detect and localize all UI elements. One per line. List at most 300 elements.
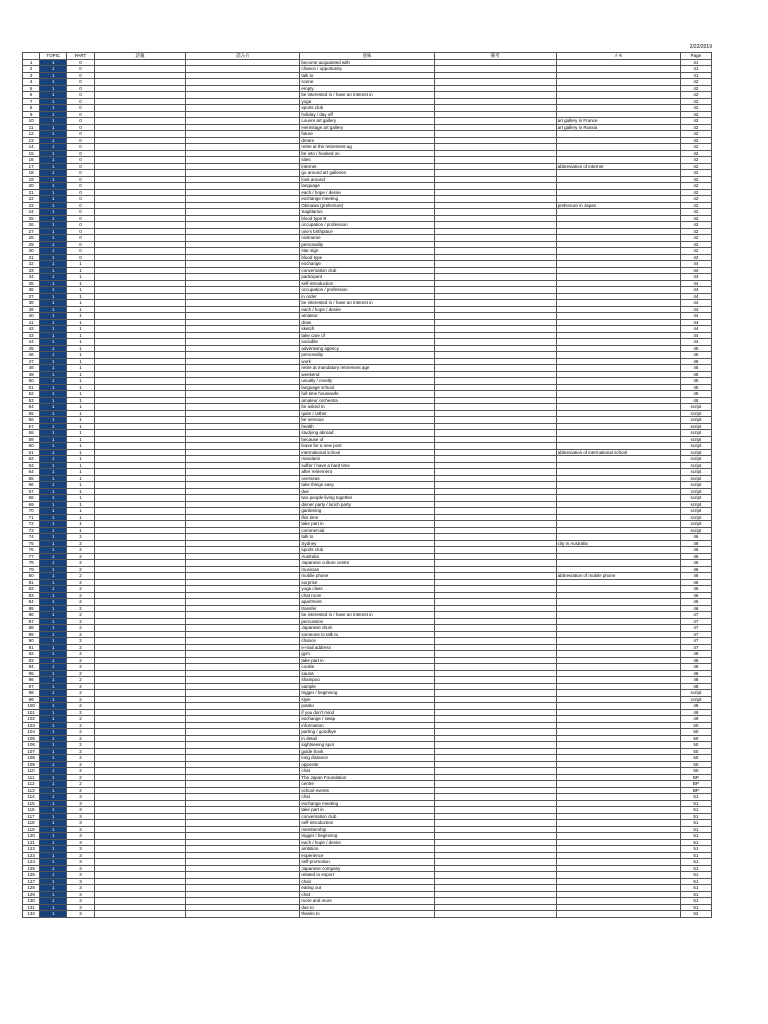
meaning-cell: membership [300, 826, 434, 833]
meaning-cell: exchange / swap [300, 716, 434, 723]
page-cell: 50 [680, 735, 711, 742]
topic-cell: 1 [40, 274, 67, 281]
part-cell: 1 [67, 293, 94, 300]
meaning-cell: each / hope / desire [300, 189, 434, 196]
meaning-cell: trigger / beginning [300, 833, 434, 840]
meaning-cell: chat [300, 794, 434, 801]
table-body [23, 59, 712, 917]
topic-cell: 1 [40, 787, 67, 794]
page-cell: 51 [680, 904, 711, 911]
reading-cell [186, 911, 300, 918]
meaning-cell: chat room [300, 592, 434, 599]
memo-cell: abbreviation of internet [556, 163, 680, 170]
table-row [23, 911, 712, 918]
page-cell: script [680, 456, 711, 463]
part-cell: 3 [67, 878, 94, 885]
page-cell: script [680, 436, 711, 443]
page-cell: 49 [680, 716, 711, 723]
part-cell: 2 [67, 768, 94, 775]
row-number: 43 [23, 332, 40, 339]
part-cell: 2 [67, 651, 94, 658]
topic-cell: 1 [40, 183, 67, 190]
part-cell: 3 [67, 826, 94, 833]
page-cell: 42 [680, 248, 711, 255]
page-cell: 47 [680, 631, 711, 638]
page-cell: 42 [680, 189, 711, 196]
part-cell: 3 [67, 872, 94, 879]
row-number: 68 [23, 495, 40, 502]
col-header-meaning: 意味 [300, 53, 434, 60]
meaning-cell: Louvre art gallery [300, 118, 434, 125]
topic-cell: 1 [40, 722, 67, 729]
part-cell: 0 [67, 163, 94, 170]
row-number: 41 [23, 319, 40, 326]
meaning-cell: sites [300, 157, 434, 164]
meaning-cell: yoga class [300, 586, 434, 593]
part-cell: 1 [67, 462, 94, 469]
page-cell: 46 [680, 573, 711, 580]
page-cell: script [680, 423, 711, 430]
topic-cell: 1 [40, 703, 67, 710]
row-number: 53 [23, 397, 40, 404]
page-cell: 46 [680, 540, 711, 547]
page-cell: 51 [680, 826, 711, 833]
topic-cell: 1 [40, 833, 67, 840]
meaning-cell: if you don't mind [300, 709, 434, 716]
topic-cell: 1 [40, 300, 67, 307]
page-cell: 46 [680, 592, 711, 599]
part-cell: 0 [67, 183, 94, 190]
row-number: 99 [23, 696, 40, 703]
topic-cell: 1 [40, 748, 67, 755]
part-cell: 3 [67, 807, 94, 814]
part-cell: 1 [67, 332, 94, 339]
topic-cell: 1 [40, 475, 67, 482]
part-cell: 1 [67, 482, 94, 489]
row-number: 62 [23, 456, 40, 463]
topic-cell: 1 [40, 508, 67, 515]
topic-cell: 1 [40, 417, 67, 424]
row-number: 77 [23, 553, 40, 560]
page-cell: 47 [680, 625, 711, 632]
part-cell: 0 [67, 66, 94, 73]
row-number: 26 [23, 222, 40, 229]
topic-cell: 1 [40, 423, 67, 430]
row-number: 48 [23, 365, 40, 372]
part-cell: 2 [67, 534, 94, 541]
page-cell: 42 [680, 118, 711, 125]
row-number: 25 [23, 215, 40, 222]
page-cell: 45 [680, 371, 711, 378]
meaning-cell: more and more [300, 898, 434, 905]
row-number: 13 [23, 137, 40, 144]
row-number: 110 [23, 768, 40, 775]
page-cell: 44 [680, 280, 711, 287]
row-number: 113 [23, 787, 40, 794]
part-cell: 0 [67, 228, 94, 235]
part-cell: 0 [67, 98, 94, 105]
col-header-memo: メモ [556, 53, 680, 60]
part-cell: 3 [67, 885, 94, 892]
part-cell: 0 [67, 215, 94, 222]
meaning-cell: opposite [300, 761, 434, 768]
topic-cell: 1 [40, 436, 67, 443]
row-number: 79 [23, 566, 40, 573]
page-cell: 46 [680, 553, 711, 560]
row-number: 7 [23, 98, 40, 105]
page-cell: 51 [680, 885, 711, 892]
col-header-part: PART [67, 53, 94, 60]
row-number: 17 [23, 163, 40, 170]
part-cell: 2 [67, 716, 94, 723]
page-cell: script [680, 417, 711, 424]
topic-cell: 1 [40, 631, 67, 638]
part-cell: 3 [67, 813, 94, 820]
page-cell: 41 [680, 66, 711, 73]
topic-cell: 1 [40, 891, 67, 898]
part-cell: 2 [67, 703, 94, 710]
meaning-cell: because of [300, 436, 434, 443]
topic-cell: 1 [40, 885, 67, 892]
row-number: 103 [23, 722, 40, 729]
topic-cell: 1 [40, 696, 67, 703]
part-cell: 1 [67, 508, 94, 515]
meaning-cell: trigger / beginning [300, 690, 434, 697]
row-number: 22 [23, 196, 40, 203]
meaning-cell: mobile phone [300, 573, 434, 580]
topic-cell: 1 [40, 313, 67, 320]
meaning-cell: mandarin [300, 456, 434, 463]
part-cell: 1 [67, 384, 94, 391]
meaning-cell: centre [300, 781, 434, 788]
topic-cell: 1 [40, 527, 67, 534]
topic-cell: 1 [40, 670, 67, 677]
meaning-cell: sightseeing spot [300, 742, 434, 749]
meaning-cell: parting / goodbye [300, 729, 434, 736]
meaning-cell: sketch [300, 326, 434, 333]
meaning-cell: Sagittarius [300, 209, 434, 216]
row-number: 61 [23, 449, 40, 456]
meaning-cell: become acquainted with [300, 59, 434, 66]
row-number: 93 [23, 657, 40, 664]
row-number: 55 [23, 410, 40, 417]
part-cell: 0 [67, 235, 94, 242]
page-cell: 46 [680, 586, 711, 593]
topic-cell: 1 [40, 280, 67, 287]
page-cell: script [680, 527, 711, 534]
meaning-cell: full-time housewife [300, 391, 434, 398]
meaning-cell: retire at mandatory retirement age [300, 365, 434, 372]
topic-cell: 1 [40, 482, 67, 489]
meaning-cell: this time [300, 514, 434, 521]
meaning-cell: The Japan Foundation [300, 774, 434, 781]
part-cell: 1 [67, 417, 94, 424]
row-number: 86 [23, 612, 40, 619]
row-number: 47 [23, 358, 40, 365]
meaning-cell: holiday / day off [300, 111, 434, 118]
page-cell: 45 [680, 358, 711, 365]
part-cell: 1 [67, 274, 94, 281]
topic-cell: 1 [40, 449, 67, 456]
meaning-cell: each / hope / desire [300, 306, 434, 313]
row-number: 71 [23, 514, 40, 521]
row-number: 112 [23, 781, 40, 788]
row-number: 82 [23, 586, 40, 593]
page-cell: 44 [680, 293, 711, 300]
meaning-cell: Okinawa (prefecture) [300, 202, 434, 209]
meaning-cell: guide book [300, 748, 434, 755]
row-number: 8 [23, 105, 40, 112]
page-cell: 50 [680, 761, 711, 768]
part-cell: 1 [67, 306, 94, 313]
row-number: 80 [23, 573, 40, 580]
part-cell: 2 [67, 677, 94, 684]
meaning-cell: long distance [300, 755, 434, 762]
row-number: 88 [23, 625, 40, 632]
row-number: 18 [23, 170, 40, 177]
page-cell: 42 [680, 85, 711, 92]
meaning-cell: each / hope / desire [300, 839, 434, 846]
page-cell: 48 [680, 677, 711, 684]
meaning-cell: self-introduction [300, 820, 434, 827]
part-cell: 0 [67, 137, 94, 144]
row-number: 9 [23, 111, 40, 118]
topic-cell: 1 [40, 235, 67, 242]
topic-cell: 1 [40, 326, 67, 333]
topic-cell: 1 [40, 911, 67, 918]
row-number: 63 [23, 462, 40, 469]
part-cell: 2 [67, 690, 94, 697]
meaning-cell: take things easy [300, 482, 434, 489]
page-cell: 44 [680, 319, 711, 326]
topic-cell: 1 [40, 651, 67, 658]
part-cell: 1 [67, 345, 94, 352]
page-cell: 48 [680, 670, 711, 677]
page-cell: 51 [680, 878, 711, 885]
page-cell: 50 [680, 755, 711, 762]
page-cell: BP [680, 781, 711, 788]
row-number: 120 [23, 833, 40, 840]
meaning-cell: transfer [300, 605, 434, 612]
row-number: 4 [23, 79, 40, 86]
topic-cell: 1 [40, 534, 67, 541]
topic-cell: 1 [40, 365, 67, 372]
row-number: 96 [23, 677, 40, 684]
row-number: 122 [23, 846, 40, 853]
meaning-cell: chat [300, 768, 434, 775]
page-cell: 48 [680, 651, 711, 658]
page-cell: script [680, 404, 711, 411]
page-cell: 49 [680, 703, 711, 710]
part-cell: 3 [67, 852, 94, 859]
page-cell: script [680, 469, 711, 476]
row-number: 49 [23, 371, 40, 378]
part-cell: 0 [67, 111, 94, 118]
row-number: 40 [23, 313, 40, 320]
meaning-cell: internet [300, 163, 434, 170]
topic-cell: 1 [40, 501, 67, 508]
part-cell: 2 [67, 644, 94, 651]
part-cell: 1 [67, 410, 94, 417]
row-number: 124 [23, 859, 40, 866]
col-header-topic: TOPIC [40, 53, 67, 60]
row-number: 123 [23, 852, 40, 859]
row-number: 51 [23, 384, 40, 391]
part-cell: 2 [67, 592, 94, 599]
row-number: 15 [23, 150, 40, 157]
part-cell: 2 [67, 586, 94, 593]
meaning-cell: style [300, 696, 434, 703]
meaning-cell: overseas [300, 475, 434, 482]
page-cell: 46 [680, 566, 711, 573]
topic-cell: 1 [40, 872, 67, 879]
row-number: 98 [23, 690, 40, 697]
page-cell: 42 [680, 111, 711, 118]
part-cell: 3 [67, 859, 94, 866]
page-cell: 46 [680, 599, 711, 606]
row-number: 42 [23, 326, 40, 333]
part-cell: 1 [67, 391, 94, 398]
meaning-cell: commercial [300, 527, 434, 534]
part-cell: 3 [67, 820, 94, 827]
page-cell: 45 [680, 397, 711, 404]
part-cell: 2 [67, 722, 94, 729]
part-cell: 0 [67, 144, 94, 151]
part-cell: 2 [67, 540, 94, 547]
meaning-cell: Japanese drum [300, 625, 434, 632]
topic-cell: 1 [40, 774, 67, 781]
row-number: 50 [23, 378, 40, 385]
row-number: 30 [23, 248, 40, 255]
row-number: 33 [23, 267, 40, 274]
row-number: 60 [23, 443, 40, 450]
row-number: 125 [23, 865, 40, 872]
page-cell: 50 [680, 729, 711, 736]
row-number: 74 [23, 534, 40, 541]
page-cell: 42 [680, 209, 711, 216]
page-cell: 42 [680, 215, 711, 222]
row-number: 23 [23, 202, 40, 209]
row-number: 106 [23, 742, 40, 749]
page-cell: 42 [680, 170, 711, 177]
topic-cell: 1 [40, 144, 67, 151]
part-cell: 2 [67, 787, 94, 794]
page-cell: script [680, 696, 711, 703]
row-number: 87 [23, 618, 40, 625]
topic-cell: 1 [40, 904, 67, 911]
meaning-cell: experience [300, 852, 434, 859]
part-cell: 1 [67, 469, 94, 476]
page-cell: 41 [680, 72, 711, 79]
meaning-cell: sports club [300, 105, 434, 112]
topic-cell: 1 [40, 644, 67, 651]
topic-cell: 1 [40, 547, 67, 554]
row-number: 114 [23, 794, 40, 801]
topic-cell: 1 [40, 319, 67, 326]
part-cell: 1 [67, 475, 94, 482]
topic-cell: 1 [40, 729, 67, 736]
part-cell: 3 [67, 839, 94, 846]
page-cell: 44 [680, 287, 711, 294]
topic-cell: 1 [40, 157, 67, 164]
page-cell: 42 [680, 183, 711, 190]
meaning-cell: chair [300, 878, 434, 885]
part-cell: 2 [67, 696, 94, 703]
page-cell: 42 [680, 124, 711, 131]
row-number: 128 [23, 885, 40, 892]
part-cell: 0 [67, 59, 94, 66]
topic-cell: 1 [40, 293, 67, 300]
meaning-cell: take care of [300, 332, 434, 339]
page-cell: 42 [680, 79, 711, 86]
topic-cell: 1 [40, 553, 67, 560]
topic-cell: 1 [40, 378, 67, 385]
row-number: 36 [23, 287, 40, 294]
topic-cell: 1 [40, 111, 67, 118]
page-cell: 45 [680, 345, 711, 352]
meaning-cell: future [300, 131, 434, 138]
part-cell: 1 [67, 287, 94, 294]
topic-cell: 1 [40, 625, 67, 632]
topic-cell: 1 [40, 202, 67, 209]
page-cell: 51 [680, 859, 711, 866]
topic-cell: 1 [40, 92, 67, 99]
page-cell: 44 [680, 300, 711, 307]
meaning-cell: international school [300, 449, 434, 456]
topic-cell: 1 [40, 371, 67, 378]
page-cell: 42 [680, 241, 711, 248]
row-number: 29 [23, 241, 40, 248]
meaning-cell: sample [300, 683, 434, 690]
meaning-cell: usually / mostly [300, 378, 434, 385]
page-cell: script [680, 449, 711, 456]
topic-cell: 1 [40, 404, 67, 411]
meaning-cell: leave for a new post [300, 443, 434, 450]
meaning-cell: dream [300, 137, 434, 144]
part-cell: 2 [67, 735, 94, 742]
meaning-cell: participant [300, 274, 434, 281]
row-number: 102 [23, 716, 40, 723]
page-cell: 42 [680, 196, 711, 203]
part-cell: 1 [67, 365, 94, 372]
row-number: 67 [23, 488, 40, 495]
note-cell [434, 911, 556, 918]
meaning-cell: blood type [300, 254, 434, 261]
page-cell: 42 [680, 105, 711, 112]
meaning-cell: suffer / have a hard time [300, 462, 434, 469]
meaning-cell: retire at the retirement ag [300, 144, 434, 151]
topic-cell: 1 [40, 586, 67, 593]
meaning-cell: chance / opportunity [300, 66, 434, 73]
meaning-cell: due [300, 488, 434, 495]
meaning-cell: talk to [300, 534, 434, 541]
topic-cell: 1 [40, 716, 67, 723]
part-cell: 1 [67, 280, 94, 287]
part-cell: 3 [67, 833, 94, 840]
topic-cell: 1 [40, 215, 67, 222]
part-cell: 2 [67, 683, 94, 690]
row-number: 115 [23, 800, 40, 807]
topic-cell: 1 [40, 163, 67, 170]
row-number: 27 [23, 228, 40, 235]
meaning-cell: related to export [300, 872, 434, 879]
meaning-cell: self-introduction [300, 280, 434, 287]
meaning-cell: musician [300, 566, 434, 573]
topic-cell: 1 [40, 469, 67, 476]
topic-cell: 1 [40, 222, 67, 229]
meaning-cell: conversation club [300, 813, 434, 820]
meaning-cell: exchange meeting [300, 196, 434, 203]
